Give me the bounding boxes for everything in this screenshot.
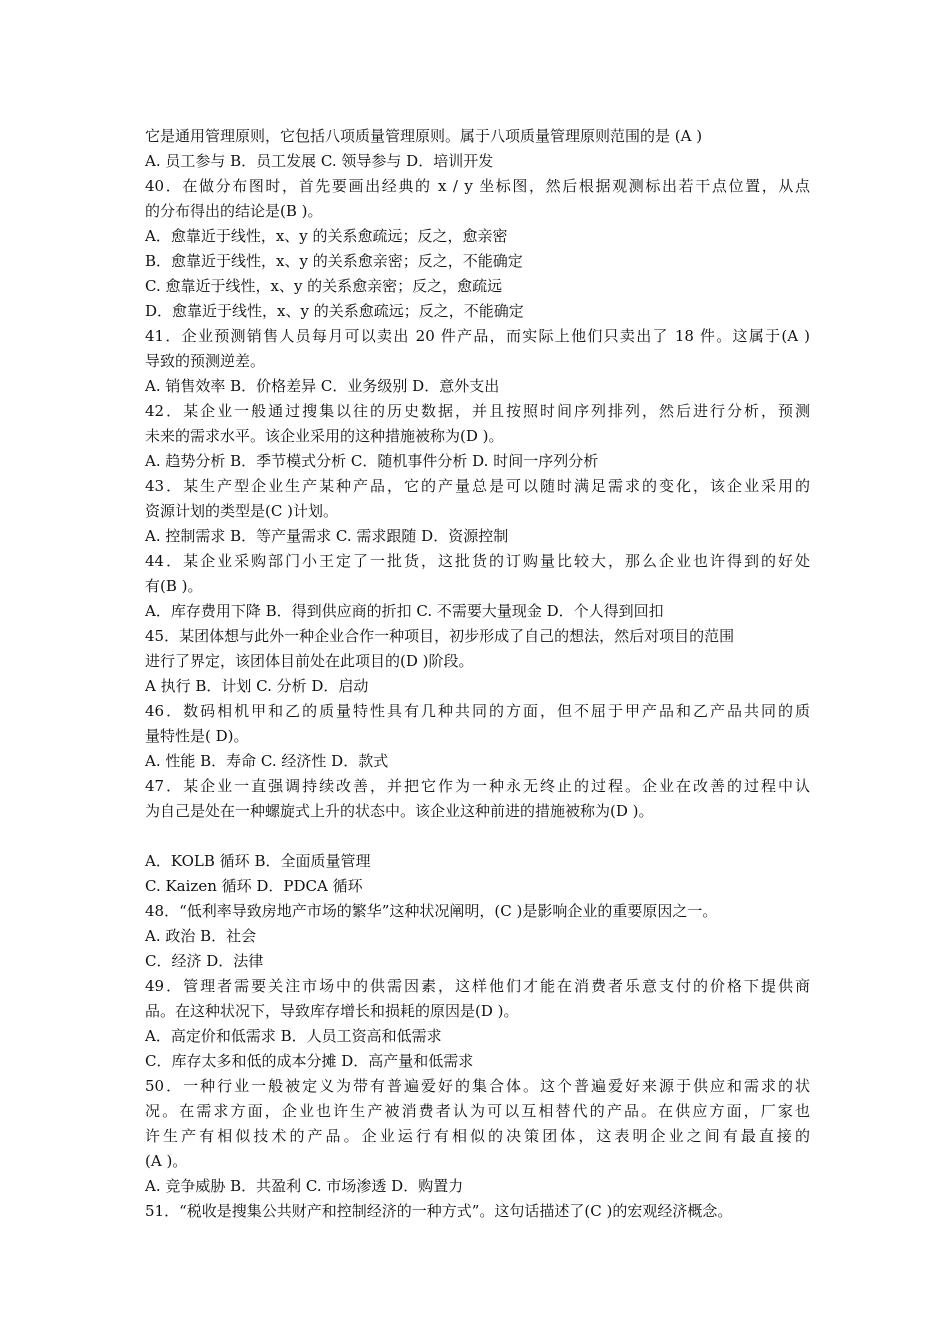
text-line: 为自己是处在一种螺旋式上升的状态中。该企业这种前进的措施被称为(D )。 (145, 802, 654, 820)
question-41: 41．企业预测销售人员每月可以卖出 20 件产品，而实际上他们只卖出了 18 件。这属于(A ) (145, 327, 810, 345)
question-47: 47．某企业一直强调持续改善，并把它作为一种永无终止的过程。企业在改善的过程中认 (145, 777, 810, 795)
question-45: 45．某团体想与此外一种企业合作一种项目，初步形成了自己的想法，然后对项目的范围 (145, 627, 735, 645)
answer-options: A. 销售效率 B．价格差异 C．业务级别 D．意外支出 (145, 377, 500, 395)
question-40: 40．在做分布图时，首先要画出经典的 x / y 坐标图，然后根据观测标出若干点位置，从点 (145, 177, 810, 195)
text-line: 资源计划的类型是(C )计划。 (145, 502, 338, 520)
answer-option-d: D．愈靠近于线性，x、y 的关系愈疏远；反之，不能确定 (145, 302, 524, 320)
answer-options: A．库存费用下降 B．得到供应商的折扣 C. 不需要大量现金 D．个人得到回扣 (145, 602, 664, 620)
question-51: 51．“税收是搜集公共财产和控制经济的一种方式”。这句话描述了(C )的宏观经济概念。 (145, 1202, 733, 1220)
question-43: 43．某生产型企业生产某种产品，它的产量总是可以随时满足需求的变化，该企业采用的 (145, 477, 810, 495)
question-44: 44．某企业采购部门小王定了一批货，这批货的订购量比较大，那么企业也许得到的好处 (145, 552, 810, 570)
text-line: 它是通用管理原则，它包括八项质量管理原则。属于八项质量管理原则范围的是 (A ) (145, 127, 703, 145)
answer-option-b: B．愈靠近于线性，x、y 的关系愈亲密；反之，不能确定 (145, 252, 523, 270)
answer-option-c: C. 愈靠近于线性，x、y 的关系愈亲密；反之，愈疏远 (145, 277, 503, 295)
answer-options: A 执行 B．计划 C. 分析 D．启动 (145, 677, 369, 695)
text-line: 量特性是( D)。 (145, 727, 249, 745)
question-46: 46．数码相机甲和乙的质量特性具有几种共同的方面，但不屈于甲产品和乙产品共同的质 (145, 702, 810, 720)
answer-options: A. 控制需求 B．等产量需求 C. 需求跟随 D．资源控制 (145, 527, 509, 545)
text-line: 品。在这种状况下，导致库存增长和损耗的原因是(D )。 (145, 1002, 519, 1020)
text-line: 进行了界定，该团体目前处在此项目的(D )阶段。 (145, 652, 474, 670)
text-line: 许生产有相似技术的产品。企业运行有相似的决策团体，这表明企业之间有最直接的 (145, 1127, 810, 1145)
answer-options: A. 员工参与 B．员工发展 C. 领导参与 D．培训开发 (145, 152, 494, 170)
answer-options: C．库存太多和低的成本分摊 D．高产量和低需求 (145, 1052, 474, 1070)
text-line: 的分布得出的结论是(B )。 (145, 202, 323, 220)
answer-options: C．经济 D．法律 (145, 952, 264, 970)
question-42: 42．某企业一般通过搜集以往的历史数据，并且按照时间序列排列，然后进行分析，预测 (145, 402, 810, 420)
question-50: 50．一种行业一般被定义为带有普遍爱好的集合体。这个普遍爱好来源于供应和需求的状 (145, 1077, 810, 1095)
question-49: 49．管理者需要关注市场中的供需因素，这样他们才能在消费者乐意支付的价格下提供商 (145, 977, 810, 995)
text-line: 况。在需求方面，企业也许生产被消费者认为可以互相替代的产品。在供应方面，厂家也 (145, 1102, 810, 1120)
answer-options: A. 竞争威胁 B．共盈利 C. 市场渗透 D．购置力 (145, 1177, 464, 1195)
answer-option-a: A．愈靠近于线性，x、y 的关系愈疏远；反之，愈亲密 (145, 227, 508, 245)
document-body (145, 124, 810, 1224)
answer-options: A．KOLB 循环 B．全面质量管理 (145, 852, 371, 870)
answer-options: A. 趋势分析 B．季节模式分析 C．随机事件分析 D. 时间一序列分析 (145, 452, 599, 470)
answer-options: C. Kaizen 循环 D．PDCA 循环 (145, 877, 363, 895)
text-line: 有(B )。 (145, 577, 203, 595)
text-line: 未来的需求水平。该企业采用的这种措施被称为(D )。 (145, 427, 504, 445)
question-48: 48．“低利率导致房地产市场的繁华”这种状况阐明，(C )是影响企业的重要原因之一。 (145, 902, 718, 920)
text-line: (A )。 (145, 1152, 188, 1170)
answer-options: A．高定价和低需求 B．人员工资高和低需求 (145, 1027, 442, 1045)
blank-line (145, 824, 810, 849)
answer-options: A. 政治 B．社会 (145, 927, 257, 945)
text-line: 导致的预测逆差。 (145, 352, 266, 370)
answer-options: A. 性能 B．寿命 C. 经济性 D．款式 (145, 752, 389, 770)
